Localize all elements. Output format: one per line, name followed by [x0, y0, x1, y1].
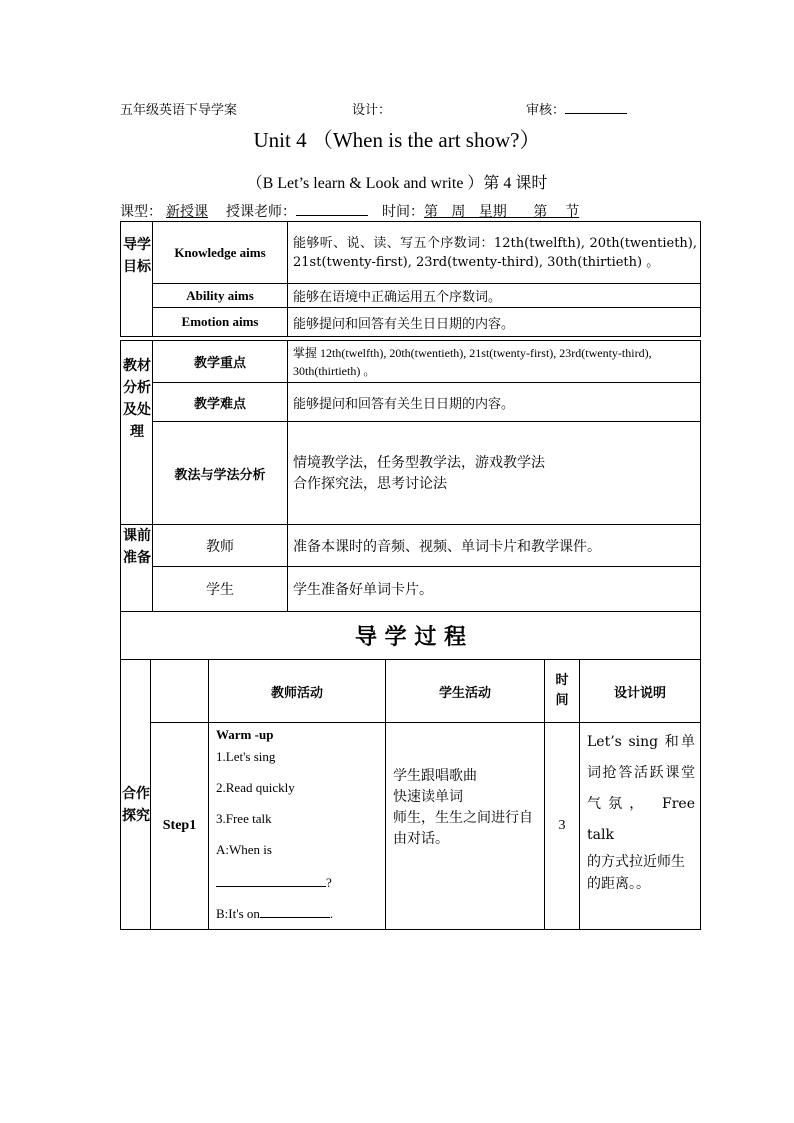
- analysis-difficulty-label: 教学难点: [193, 396, 246, 412]
- teacher-line-talk: 3.Free talk: [216, 811, 272, 826]
- review-label: 审核：: [526, 103, 566, 118]
- analysis-table: [120, 340, 701, 525]
- process-heading: 导 学 过 程: [355, 625, 466, 650]
- lesson-meta: [120, 201, 579, 221]
- aims-section-label: 导学目标: [123, 237, 151, 275]
- aims-ability-label: Ability aims: [186, 287, 254, 303]
- analysis-difficulty-content: 能够提问和回答有关生日日期的内容。: [293, 396, 515, 412]
- col-design-notes: 设计说明: [613, 685, 666, 701]
- step-student-activity: 学生跟唱歌曲 快速读单词 师生，生生之间进行自由对话。: [393, 768, 533, 847]
- process-section-label: 合作探究: [122, 786, 150, 824]
- teacher-line-sing: 1.Let's sing: [216, 749, 276, 764]
- type-value: 新授课: [166, 204, 208, 220]
- prep-student-content: 学生准备好单词卡片。: [293, 582, 433, 598]
- teacher-line-blank1: ?: [216, 873, 381, 904]
- prep-teacher-content: 准备本课时的音频、视频、单词卡片和教学课件。: [293, 538, 601, 555]
- aims-emotion-content: 能够提问和回答有关生日日期的内容。: [293, 316, 515, 332]
- analysis-key-label: 教学重点: [193, 356, 246, 371]
- aims-emotion-label: Emotion aims: [181, 314, 259, 329]
- teacher-blank: [296, 202, 368, 216]
- warmup-title: Warm -up: [216, 727, 274, 742]
- teacher-label: 授课老师：: [226, 204, 296, 220]
- aims-knowledge-content: 能够听、说、读、写五个序数词：12th(twelfth), 20th(twentieth), 21st(twenty-first), 23rd(twenty-third), 30th(thirtieth) 。: [293, 236, 697, 270]
- prep-process-table: [120, 524, 701, 930]
- time-value: 第 周 星期 第 节: [424, 204, 580, 220]
- teacher-line-read: 2.Read quickly: [216, 780, 295, 795]
- aims-ability-content: 能够在语境中正确运用五个序数词。: [293, 290, 502, 305]
- prep-section-label: 课前准备: [123, 528, 151, 566]
- page-title: Unit 4 （When is the art show?）: [253, 128, 541, 152]
- teacher-line-answer: B:It's on .: [216, 906, 334, 921]
- review-blank: [565, 100, 627, 114]
- page-subtitle: （B Let’s learn & Look and write ）第 4 课时: [246, 175, 548, 192]
- prep-student-label: 学生: [206, 582, 234, 598]
- design-label: 设计：: [352, 103, 392, 118]
- step-label: Step1: [162, 818, 197, 833]
- step-design-notes: Let’s sing 和单词抢答活跃课堂气氛， Free talk 的方式拉近师生的距离。。: [587, 734, 695, 892]
- col-teacher-activity: 教师活动: [270, 685, 323, 701]
- time-label: 时间：: [382, 204, 424, 220]
- analysis-key-content: 掌握 12th(twelfth), 20th(twentieth), 21st(twenty-first), 23rd(twenty-third), 30th(thirtieth) 。: [293, 345, 652, 378]
- col-time: 时间: [555, 673, 569, 708]
- prep-teacher-label: 教师: [206, 538, 234, 555]
- aims-table: [120, 221, 701, 337]
- method-line-1: 情境教学法，任务型教学法，游戏教学法: [293, 455, 545, 471]
- aims-knowledge-label: Knowledge aims: [174, 244, 266, 260]
- review-field: [526, 99, 627, 118]
- type-label: 课型：: [120, 204, 162, 220]
- step-teacher-activity: [216, 725, 381, 928]
- method-line-2: 合作探究法，思考讨论法: [293, 476, 447, 492]
- teacher-line-question: A:When is: [216, 842, 272, 857]
- doc-name: 五年级英语下导学案: [120, 103, 238, 118]
- step-time: 3: [558, 818, 566, 833]
- analysis-section-label: 教材分析及处理: [123, 358, 151, 440]
- col-student-activity: 学生活动: [438, 685, 491, 701]
- analysis-method-content: [293, 453, 545, 495]
- analysis-method-label: 教法与学法分析: [174, 467, 266, 483]
